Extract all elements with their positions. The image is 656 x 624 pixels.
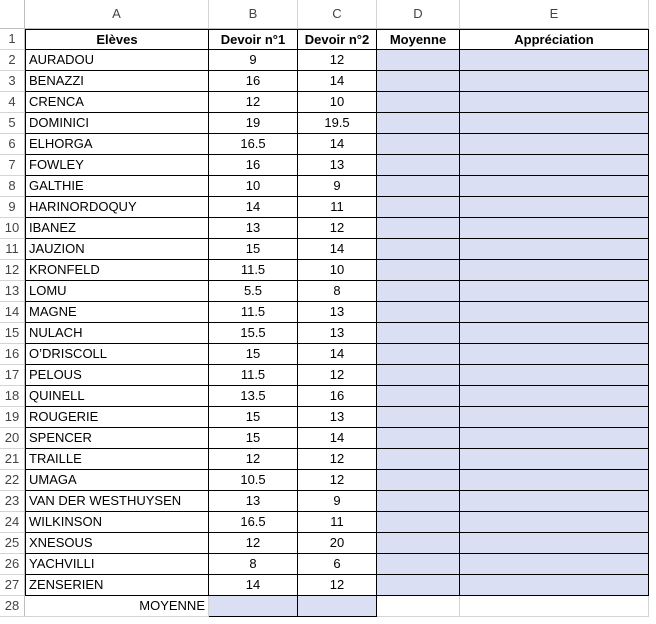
row-header-8[interactable]: 8: [0, 176, 25, 197]
student-name-cell[interactable]: O’DRISCOLL: [25, 344, 209, 365]
appreciation-cell[interactable]: [460, 344, 649, 365]
student-name-cell[interactable]: YACHVILLI: [25, 554, 209, 575]
devoir2-cell[interactable]: 13: [298, 323, 377, 344]
moyenne-cell[interactable]: [377, 365, 460, 386]
row-header-12[interactable]: 12: [0, 260, 25, 281]
student-name-cell[interactable]: MAGNE: [25, 302, 209, 323]
devoir1-cell[interactable]: 12: [209, 92, 298, 113]
student-name-cell[interactable]: WILKINSON: [25, 512, 209, 533]
empty-cell-d28[interactable]: [377, 596, 460, 617]
appreciation-cell[interactable]: [460, 50, 649, 71]
row-header-21[interactable]: 21: [0, 449, 25, 470]
appreciation-cell[interactable]: [460, 512, 649, 533]
moyenne-cell[interactable]: [377, 512, 460, 533]
moyenne-cell[interactable]: [377, 302, 460, 323]
devoir1-cell[interactable]: 8: [209, 554, 298, 575]
devoir2-cell[interactable]: 12: [298, 218, 377, 239]
student-name-cell[interactable]: GALTHIE: [25, 176, 209, 197]
student-name-cell[interactable]: ZENSERIEN: [25, 575, 209, 596]
devoir1-cell[interactable]: 19: [209, 113, 298, 134]
moyenne-cell[interactable]: [377, 428, 460, 449]
devoir2-cell[interactable]: 20: [298, 533, 377, 554]
appreciation-cell[interactable]: [460, 365, 649, 386]
devoir1-cell[interactable]: 14: [209, 197, 298, 218]
student-name-cell[interactable]: ROUGERIE: [25, 407, 209, 428]
devoir1-cell[interactable]: 5.5: [209, 281, 298, 302]
row-header-4[interactable]: 4: [0, 92, 25, 113]
row-header-18[interactable]: 18: [0, 386, 25, 407]
devoir2-cell[interactable]: 11: [298, 512, 377, 533]
header-cell-b[interactable]: Devoir n°1: [209, 29, 298, 50]
appreciation-cell[interactable]: [460, 407, 649, 428]
appreciation-cell[interactable]: [460, 428, 649, 449]
devoir2-cell[interactable]: 13: [298, 155, 377, 176]
devoir2-cell[interactable]: 13: [298, 407, 377, 428]
moyenne-cell[interactable]: [377, 92, 460, 113]
student-name-cell[interactable]: KRONFELD: [25, 260, 209, 281]
student-name-cell[interactable]: LOMU: [25, 281, 209, 302]
devoir1-cell[interactable]: 11.5: [209, 260, 298, 281]
student-name-cell[interactable]: TRAILLE: [25, 449, 209, 470]
row-header-15[interactable]: 15: [0, 323, 25, 344]
row-header-25[interactable]: 25: [0, 533, 25, 554]
devoir1-cell[interactable]: 14: [209, 575, 298, 596]
devoir1-cell[interactable]: 16.5: [209, 512, 298, 533]
row-header-10[interactable]: 10: [0, 218, 25, 239]
appreciation-cell[interactable]: [460, 281, 649, 302]
row-header-5[interactable]: 5: [0, 113, 25, 134]
devoir1-cell[interactable]: 9: [209, 50, 298, 71]
appreciation-cell[interactable]: [460, 218, 649, 239]
moyenne-cell[interactable]: [377, 323, 460, 344]
devoir2-cell[interactable]: 8: [298, 281, 377, 302]
row-header-22[interactable]: 22: [0, 470, 25, 491]
devoir1-cell[interactable]: 10: [209, 176, 298, 197]
empty-cell-e28[interactable]: [460, 596, 649, 617]
row-header-1[interactable]: 1: [0, 29, 25, 50]
student-name-cell[interactable]: JAUZION: [25, 239, 209, 260]
row-header-20[interactable]: 20: [0, 428, 25, 449]
column-header-b[interactable]: B: [209, 0, 298, 29]
appreciation-cell[interactable]: [460, 92, 649, 113]
moyenne-cell[interactable]: [377, 491, 460, 512]
moyenne-cell[interactable]: [377, 155, 460, 176]
header-cell-c[interactable]: Devoir n°2: [298, 29, 377, 50]
appreciation-cell[interactable]: [460, 386, 649, 407]
appreciation-cell[interactable]: [460, 491, 649, 512]
student-name-cell[interactable]: ELHORGA: [25, 134, 209, 155]
moyenne-cell[interactable]: [377, 554, 460, 575]
student-name-cell[interactable]: HARINORDOQUY: [25, 197, 209, 218]
header-cell-a[interactable]: Elèves: [25, 29, 209, 50]
moyenne-cell[interactable]: [377, 239, 460, 260]
devoir1-cell[interactable]: 16: [209, 71, 298, 92]
row-header-7[interactable]: 7: [0, 155, 25, 176]
devoir1-cell[interactable]: 13: [209, 491, 298, 512]
appreciation-cell[interactable]: [460, 134, 649, 155]
devoir2-cell[interactable]: 12: [298, 470, 377, 491]
select-all-corner[interactable]: [0, 0, 25, 29]
devoir2-cell[interactable]: 14: [298, 134, 377, 155]
devoir2-cell[interactable]: 14: [298, 71, 377, 92]
student-name-cell[interactable]: FOWLEY: [25, 155, 209, 176]
moyenne-cell[interactable]: [377, 533, 460, 554]
moyenne-cell[interactable]: [377, 386, 460, 407]
student-name-cell[interactable]: AURADOU: [25, 50, 209, 71]
student-name-cell[interactable]: XNESOUS: [25, 533, 209, 554]
student-name-cell[interactable]: UMAGA: [25, 470, 209, 491]
moyenne-cell[interactable]: [377, 176, 460, 197]
row-header-24[interactable]: 24: [0, 512, 25, 533]
row-header-6[interactable]: 6: [0, 134, 25, 155]
moyenne-cell[interactable]: [377, 71, 460, 92]
moyenne-cell[interactable]: [377, 113, 460, 134]
devoir2-cell[interactable]: 9: [298, 491, 377, 512]
student-name-cell[interactable]: NULACH: [25, 323, 209, 344]
appreciation-cell[interactable]: [460, 554, 649, 575]
devoir1-cell[interactable]: 12: [209, 449, 298, 470]
column-header-e[interactable]: E: [460, 0, 649, 29]
devoir2-cell[interactable]: 10: [298, 260, 377, 281]
row-header-17[interactable]: 17: [0, 365, 25, 386]
appreciation-cell[interactable]: [460, 470, 649, 491]
moyenne-cell[interactable]: [377, 260, 460, 281]
devoir2-cell[interactable]: 12: [298, 50, 377, 71]
appreciation-cell[interactable]: [460, 302, 649, 323]
appreciation-cell[interactable]: [460, 449, 649, 470]
devoir2-cell[interactable]: 19.5: [298, 113, 377, 134]
devoir1-cell[interactable]: 16.5: [209, 134, 298, 155]
moyenne-label-cell[interactable]: MOYENNE: [25, 596, 209, 617]
devoir2-cell[interactable]: 16: [298, 386, 377, 407]
appreciation-cell[interactable]: [460, 113, 649, 134]
appreciation-cell[interactable]: [460, 575, 649, 596]
appreciation-cell[interactable]: [460, 197, 649, 218]
student-name-cell[interactable]: BENAZZI: [25, 71, 209, 92]
devoir1-cell[interactable]: 11.5: [209, 365, 298, 386]
devoir1-cell[interactable]: 16: [209, 155, 298, 176]
devoir1-cell[interactable]: 15: [209, 407, 298, 428]
header-cell-e[interactable]: Appréciation: [460, 29, 649, 50]
row-header-14[interactable]: 14: [0, 302, 25, 323]
column-header-c[interactable]: C: [298, 0, 377, 29]
row-header-13[interactable]: 13: [0, 281, 25, 302]
student-name-cell[interactable]: SPENCER: [25, 428, 209, 449]
appreciation-cell[interactable]: [460, 71, 649, 92]
devoir1-cell[interactable]: 11.5: [209, 302, 298, 323]
row-header-27[interactable]: 27: [0, 575, 25, 596]
row-header-11[interactable]: 11: [0, 239, 25, 260]
row-header-16[interactable]: 16: [0, 344, 25, 365]
student-name-cell[interactable]: CRENCA: [25, 92, 209, 113]
devoir2-cell[interactable]: 12: [298, 365, 377, 386]
column-header-d[interactable]: D: [377, 0, 460, 29]
moyenne-cell[interactable]: [377, 197, 460, 218]
row-header-23[interactable]: 23: [0, 491, 25, 512]
moyenne-cell[interactable]: [377, 134, 460, 155]
devoir1-cell[interactable]: 13: [209, 218, 298, 239]
moyenne-cell[interactable]: [377, 281, 460, 302]
student-name-cell[interactable]: IBANEZ: [25, 218, 209, 239]
devoir1-cell[interactable]: 13.5: [209, 386, 298, 407]
header-cell-d[interactable]: Moyenne: [377, 29, 460, 50]
class-average-devoir1-cell[interactable]: [209, 596, 298, 617]
moyenne-cell[interactable]: [377, 575, 460, 596]
student-name-cell[interactable]: VAN DER WESTHUYSEN: [25, 491, 209, 512]
devoir1-cell[interactable]: 15: [209, 344, 298, 365]
row-header-3[interactable]: 3: [0, 71, 25, 92]
moyenne-cell[interactable]: [377, 218, 460, 239]
devoir2-cell[interactable]: 12: [298, 575, 377, 596]
column-header-a[interactable]: A: [25, 0, 209, 29]
student-name-cell[interactable]: DOMINICI: [25, 113, 209, 134]
moyenne-cell[interactable]: [377, 470, 460, 491]
student-name-cell[interactable]: PELOUS: [25, 365, 209, 386]
moyenne-cell[interactable]: [377, 50, 460, 71]
devoir2-cell[interactable]: 9: [298, 176, 377, 197]
row-header-9[interactable]: 9: [0, 197, 25, 218]
devoir2-cell[interactable]: 10: [298, 92, 377, 113]
devoir1-cell[interactable]: 15.5: [209, 323, 298, 344]
class-average-devoir2-cell[interactable]: [298, 596, 377, 617]
appreciation-cell[interactable]: [460, 323, 649, 344]
moyenne-cell[interactable]: [377, 344, 460, 365]
devoir2-cell[interactable]: 11: [298, 197, 377, 218]
devoir2-cell[interactable]: 14: [298, 428, 377, 449]
row-header-19[interactable]: 19: [0, 407, 25, 428]
devoir2-cell[interactable]: 13: [298, 302, 377, 323]
row-header-26[interactable]: 26: [0, 554, 25, 575]
devoir2-cell[interactable]: 14: [298, 344, 377, 365]
student-name-cell[interactable]: QUINELL: [25, 386, 209, 407]
appreciation-cell[interactable]: [460, 260, 649, 281]
devoir1-cell[interactable]: 15: [209, 428, 298, 449]
appreciation-cell[interactable]: [460, 239, 649, 260]
devoir1-cell[interactable]: 15: [209, 239, 298, 260]
appreciation-cell[interactable]: [460, 533, 649, 554]
moyenne-cell[interactable]: [377, 407, 460, 428]
devoir1-cell[interactable]: 12: [209, 533, 298, 554]
row-header-2[interactable]: 2: [0, 50, 25, 71]
appreciation-cell[interactable]: [460, 176, 649, 197]
devoir2-cell[interactable]: 14: [298, 239, 377, 260]
appreciation-cell[interactable]: [460, 155, 649, 176]
devoir1-cell[interactable]: 10.5: [209, 470, 298, 491]
devoir2-cell[interactable]: 6: [298, 554, 377, 575]
row-header-28[interactable]: 28: [0, 596, 25, 617]
devoir2-cell[interactable]: 12: [298, 449, 377, 470]
moyenne-cell[interactable]: [377, 449, 460, 470]
